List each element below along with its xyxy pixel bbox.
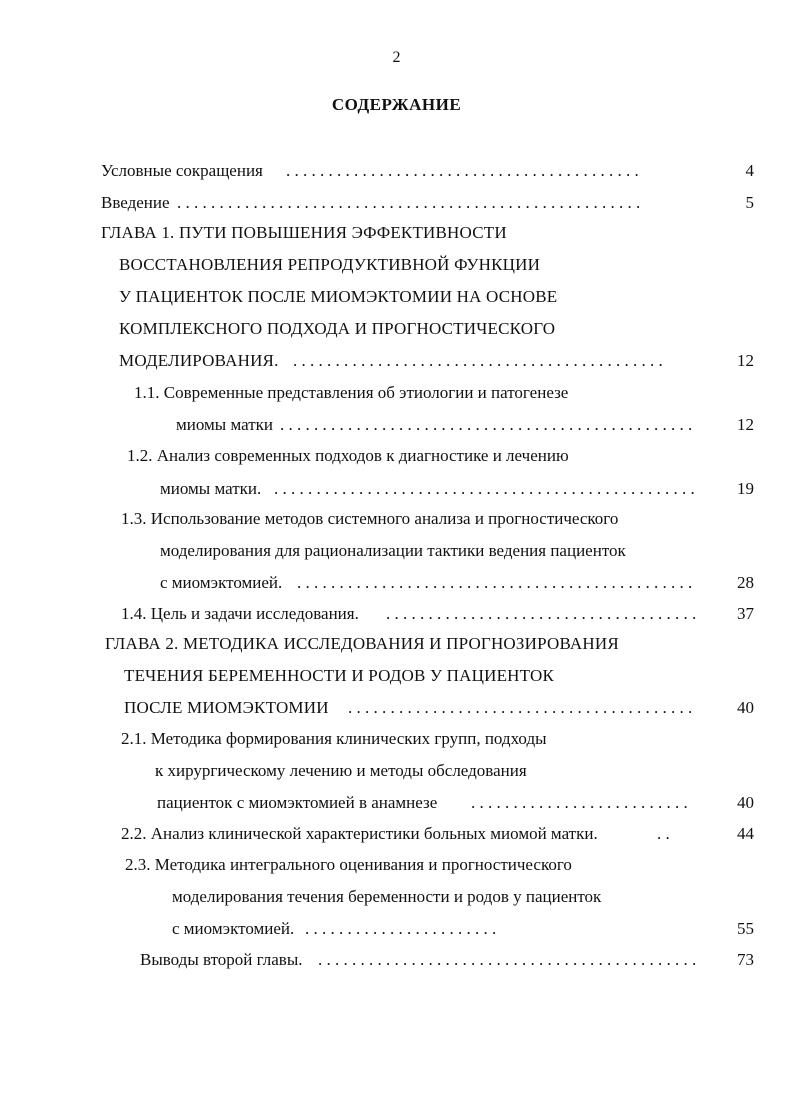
dot-leader: . . . . . . . . . . . . . . . . . . . . . . . . . . . . . . . . . . . . . . . . . . . . . . . . . xyxy=(280,415,693,434)
chapter-heading-line: МОДЕЛИРОВАНИЯ. xyxy=(119,351,279,370)
page-number: 2 xyxy=(392,49,401,66)
toc-page-number: 12 xyxy=(737,415,754,434)
toc-entry-label: Условные сокращения xyxy=(101,161,263,180)
toc-entry-label: 1.1. Современные представления об этиологии и патогенезе xyxy=(134,383,569,402)
toc-entry-label: с миомэктомией. xyxy=(172,919,295,938)
toc-page-number: 40 xyxy=(737,793,754,812)
toc-page-number: 28 xyxy=(737,573,754,592)
dot-leader: . . . . . . . . . . . . . . . . . . . . . . . . . . . . . . . . . . . . . xyxy=(386,604,697,623)
toc-entry-label: к хирургическому лечению и методы обследования xyxy=(155,761,527,780)
toc-page-number: 5 xyxy=(745,193,754,212)
toc-page-number: 37 xyxy=(737,604,754,623)
dot-leader: . . . . . . . . . . . . . . . . . . . . . . . . . . xyxy=(471,793,688,812)
toc-page-number: 55 xyxy=(737,919,754,938)
toc-entry-label: Введение xyxy=(101,193,170,212)
dot-leader: . . . . . . . . . . . . . . . . . . . . . . . . . . . . . . . . . . . . . . . . . . . . . xyxy=(318,950,697,969)
page-title: СОДЕРЖАНИЕ xyxy=(331,95,462,114)
toc-entry-label: 2.2. Анализ клинической характеристики больных миомой матки. xyxy=(121,824,598,843)
chapter-heading-line: У ПАЦИЕНТОК ПОСЛЕ МИОМЭКТОМИИ НА ОСНОВЕ xyxy=(119,287,558,306)
dot-leader: . . . . . . . . . . . . . . . . . . . . . . . . . . . . . . . . . . . . . . . . . . . . . . . xyxy=(297,573,693,592)
dot-leader: . . . . . . . . . . . . . . . . . . . . . . . . . . . . . . . . . . . . . . . . . xyxy=(348,698,693,717)
dot-leader: . . xyxy=(657,824,670,843)
toc-page-number: 73 xyxy=(737,950,754,969)
toc-page-number: 19 xyxy=(737,479,754,498)
toc-entry-label: пациенток с миомэктомией в анамнезе xyxy=(157,793,438,812)
toc-entry-label: 2.3. Методика интегрального оценивания и прогностического xyxy=(125,855,572,874)
chapter-heading-line: ГЛАВА 1. ПУТИ ПОВЫШЕНИЯ ЭФФЕКТИВНОСТИ xyxy=(101,223,507,242)
toc-entry-label: Выводы второй главы. xyxy=(140,950,303,969)
chapter-heading-line: ГЛАВА 2. МЕТОДИКА ИССЛЕДОВАНИЯ И ПРОГНОЗИРОВАНИЯ xyxy=(105,634,619,653)
dot-leader: . . . . . . . . . . . . . . . . . . . . . . . . . . . . . . . . . . . . . . . . . . . . . . . . . . xyxy=(274,479,695,498)
toc-page-number: 44 xyxy=(737,824,754,843)
toc-entry-label: 1.3. Использование методов системного анализа и прогностического xyxy=(121,509,619,528)
dot-leader: . . . . . . . . . . . . . . . . . . . . . . . . . . . . . . . . . . . . . . . . . . . . . . . . . . . . . . . xyxy=(177,193,641,212)
toc-page-number: 12 xyxy=(737,351,754,370)
toc-entry-label: 1.4. Цель и задачи исследования. xyxy=(121,604,359,623)
chapter-heading-line: ПОСЛЕ МИОМЭКТОМИИ xyxy=(124,698,329,717)
toc-entry-label: 2.1. Методика формирования клинических групп, подходы xyxy=(121,729,547,748)
dot-leader: . . . . . . . . . . . . . . . . . . . . . . . xyxy=(305,919,497,938)
toc-entry-label: 1.2. Анализ современных подходов к диагностике и лечению xyxy=(127,446,569,465)
toc-entry-label: моделирования течения беременности и родов у пациенток xyxy=(172,887,602,906)
chapter-heading-line: ТЕЧЕНИЯ БЕРЕМЕННОСТИ И РОДОВ У ПАЦИЕНТОК xyxy=(124,666,555,685)
dot-leader: . . . . . . . . . . . . . . . . . . . . . . . . . . . . . . . . . . . . . . . . . . xyxy=(286,161,639,180)
toc-page-number: 40 xyxy=(737,698,754,717)
toc-entry-label: моделирования для рационализации тактики ведения пациенток xyxy=(160,541,626,560)
toc-entry-label: с миомэктомией. xyxy=(160,573,283,592)
toc-page-number: 4 xyxy=(745,161,754,180)
chapter-heading-line: ВОССТАНОВЛЕНИЯ РЕПРОДУКТИВНОЙ ФУНКЦИИ xyxy=(119,255,541,274)
toc-entry-label: миомы матки xyxy=(176,415,273,434)
dot-leader: . . . . . . . . . . . . . . . . . . . . . . . . . . . . . . . . . . . . . . . . . . . . xyxy=(293,351,663,370)
chapter-heading-line: КОМПЛЕКСНОГО ПОДХОДА И ПРОГНОСТИЧЕСКОГО xyxy=(119,319,556,338)
toc-entry-label: миомы матки. xyxy=(160,479,262,498)
